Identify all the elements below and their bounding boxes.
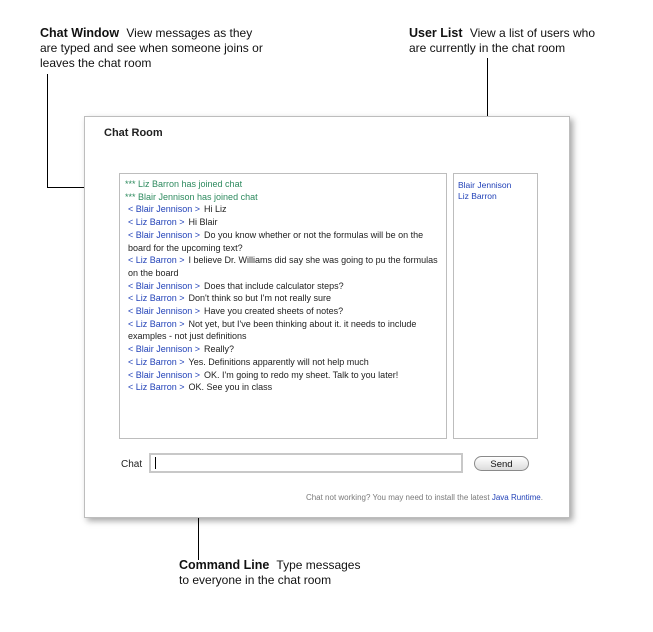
chat-window-callout-desc3: leaves the chat room — [40, 56, 152, 70]
message-nickname: < Blair Jennison > — [128, 229, 201, 240]
chat-message — [124, 292, 442, 305]
command-input[interactable] — [149, 453, 463, 473]
command-line-callout-title: Command Line — [179, 558, 270, 572]
command-line-callout-line1 — [179, 558, 439, 573]
command-label: Chat — [121, 459, 143, 470]
chat-message — [124, 178, 442, 191]
message-nickname: < Blair Jennison > — [128, 306, 201, 317]
user-list-callout-desc1: View a list of users who — [469, 26, 596, 40]
message-text: OK. See you in class — [188, 382, 273, 393]
message-nickname: < Blair Jennison > — [128, 344, 201, 355]
text-caret — [155, 457, 156, 469]
message-nickname: < Liz Barron > — [128, 217, 185, 228]
chat-window-callout-title: Chat Window — [40, 26, 120, 40]
message-text: Hi Blair — [188, 217, 218, 228]
chat-message — [124, 203, 442, 216]
command-line-callout — [179, 558, 439, 588]
chat-message — [124, 369, 442, 382]
chat-room-panel — [84, 116, 570, 518]
chat-message — [124, 381, 442, 394]
chat-window[interactable] — [119, 173, 447, 439]
footer-note-end: . — [540, 493, 543, 502]
footer-note-text: Chat not working? You may need to install the latest — [305, 493, 490, 502]
chat-window-callout-desc1: View messages as they — [126, 26, 253, 40]
send-button[interactable]: Send — [474, 456, 529, 471]
chat-message — [124, 216, 442, 229]
user-list[interactable] — [453, 173, 538, 439]
user-list-item[interactable]: Blair Jennison — [458, 180, 512, 190]
message-nickname: < Blair Jennison > — [128, 204, 201, 215]
command-line-callout-desc2: to everyone in the chat room — [179, 573, 332, 587]
message-text: Does that include calculator steps? — [204, 280, 344, 291]
user-list-callout-desc2: are currently in the chat room — [409, 41, 566, 55]
message-text: Do you know whether or not the formulas will be on the board for the upcoming text? — [128, 229, 424, 253]
user-list-callout-title: User List — [409, 26, 463, 40]
message-text: Not yet, but I've been thinking about it. it needs to include examples - not just definitions — [128, 318, 417, 342]
chat-message — [124, 318, 442, 343]
message-nickname: < Liz Barron > — [128, 255, 185, 266]
chat-message — [124, 254, 442, 279]
chat-message — [124, 191, 442, 204]
message-text: Really? — [204, 344, 235, 355]
message-nickname: < Liz Barron > — [128, 382, 185, 393]
chat-window-callout — [40, 26, 280, 71]
message-nickname: < Liz Barron > — [128, 293, 185, 304]
user-list-callout — [409, 26, 649, 56]
footer-note — [306, 493, 543, 502]
message-text: OK. I'm going to redo my sheet. Talk to you later! — [204, 369, 399, 380]
message-nickname: < Blair Jennison > — [128, 280, 201, 291]
chat-message — [124, 356, 442, 369]
chat-window-leader-vertical — [47, 74, 48, 188]
chat-message — [124, 305, 442, 318]
message-nickname: < Blair Jennison > — [128, 369, 201, 380]
message-nickname: < Liz Barron > — [128, 318, 185, 329]
message-text: Hi Liz — [204, 204, 227, 215]
chat-message — [124, 343, 442, 356]
chat-window-callout-desc2: are typed and see when someone joins or — [40, 41, 263, 55]
message-nickname: < Liz Barron > — [128, 356, 185, 367]
system-message-text: *** Liz Barron has joined chat — [125, 179, 243, 189]
user-list-callout-line1 — [409, 26, 649, 41]
message-text: I believe Dr. Williams did say she was going to pu the formulas on the board — [128, 255, 438, 278]
chat-window-callout-line1 — [40, 26, 280, 41]
system-message-text: *** Blair Jennison has joined chat — [125, 191, 258, 202]
message-text: Don't think so but I'm not really sure — [188, 293, 332, 304]
user-list-item[interactable]: Liz Barron — [458, 191, 497, 201]
command-line-callout-desc1: Type messages — [276, 558, 361, 572]
message-text: Yes. Definitions apparently will not help much — [188, 356, 369, 367]
message-text: Have you created sheets of notes? — [204, 306, 344, 317]
chat-message — [124, 229, 442, 254]
java-runtime-link[interactable]: Java Runtime — [491, 493, 541, 502]
chat-message — [124, 280, 442, 293]
panel-title: Chat Room — [104, 127, 163, 139]
